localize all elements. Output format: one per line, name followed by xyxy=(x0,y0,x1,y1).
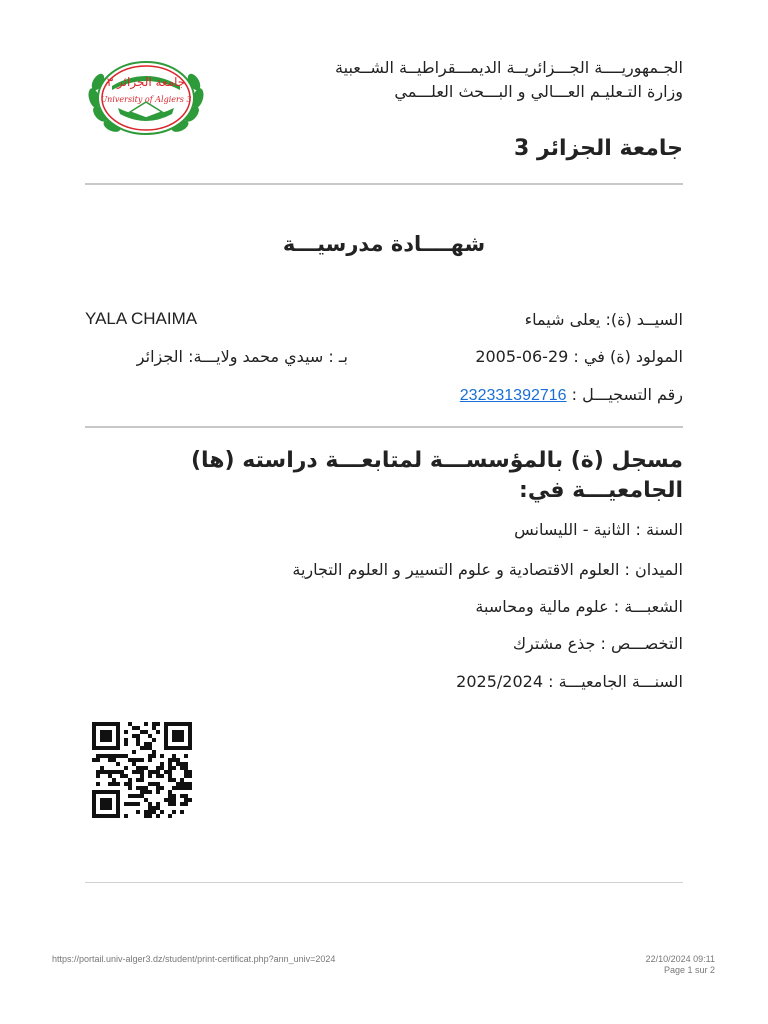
student-name-latin: YALA CHAIMA xyxy=(85,309,198,328)
registration-row xyxy=(460,385,683,405)
svg-text:University of Algiers 3: University of Algiers 3 xyxy=(100,95,192,104)
detail-field: الميدان : العلوم الاقتصادية و علوم التسيير و العلوم التجارية xyxy=(292,560,683,579)
detail-year: السنة : الثانية - الليسانس xyxy=(514,520,683,539)
detail-branch: الشعبـــة : علوم مالية ومحاسبة xyxy=(475,597,683,616)
header-divider xyxy=(85,183,683,185)
university-name: جامعة الجزائر 3 xyxy=(514,136,683,161)
footer-datetime: 22/10/2024 09:11 xyxy=(645,954,715,964)
ministry-name: وزارة التـعليـم العـــالي و البـــحث العلـــمي xyxy=(394,82,683,101)
section-divider xyxy=(85,426,683,428)
footer-divider xyxy=(85,882,683,883)
footer-url: https://portail.univ-alger3.dz/student/print-certificat.php?ann_univ=2024 xyxy=(52,954,336,964)
detail-academic-year: السنـــة الجامعيـــة : 2025/2024 xyxy=(456,672,683,691)
svg-text:جامعة الجزائر ٣: جامعة الجزائر ٣ xyxy=(106,75,186,89)
registration-label: رقم التسجيـــل : xyxy=(571,385,683,404)
enrollment-heading: مسجل (ة) بالمؤسســـة لمتابعـــة دراسته (ها) الجامعيـــة في: xyxy=(190,448,683,503)
republic-name: الجـمهوريــــة الجـــزائريــة الديمـــقراطيــة الشــعبية xyxy=(335,58,683,77)
birth-place: بـ : سيدي محمد ولايـــة: الجزائر xyxy=(136,347,348,366)
student-name-arabic: السيــد (ة): يعلى شيماء xyxy=(524,310,683,329)
university-logo xyxy=(84,56,208,140)
birth-date: المولود (ة) في : 29-06-2005 xyxy=(475,347,683,366)
registration-number-link[interactable]: 232331392716 xyxy=(459,387,567,404)
certificate-title: شهــــادة مدرسيـــة xyxy=(282,232,486,256)
qr-code xyxy=(92,722,192,818)
footer-page-number: Page 1 sur 2 xyxy=(663,965,715,975)
detail-specialty: التخصـــص : جذع مشترك xyxy=(512,634,683,653)
